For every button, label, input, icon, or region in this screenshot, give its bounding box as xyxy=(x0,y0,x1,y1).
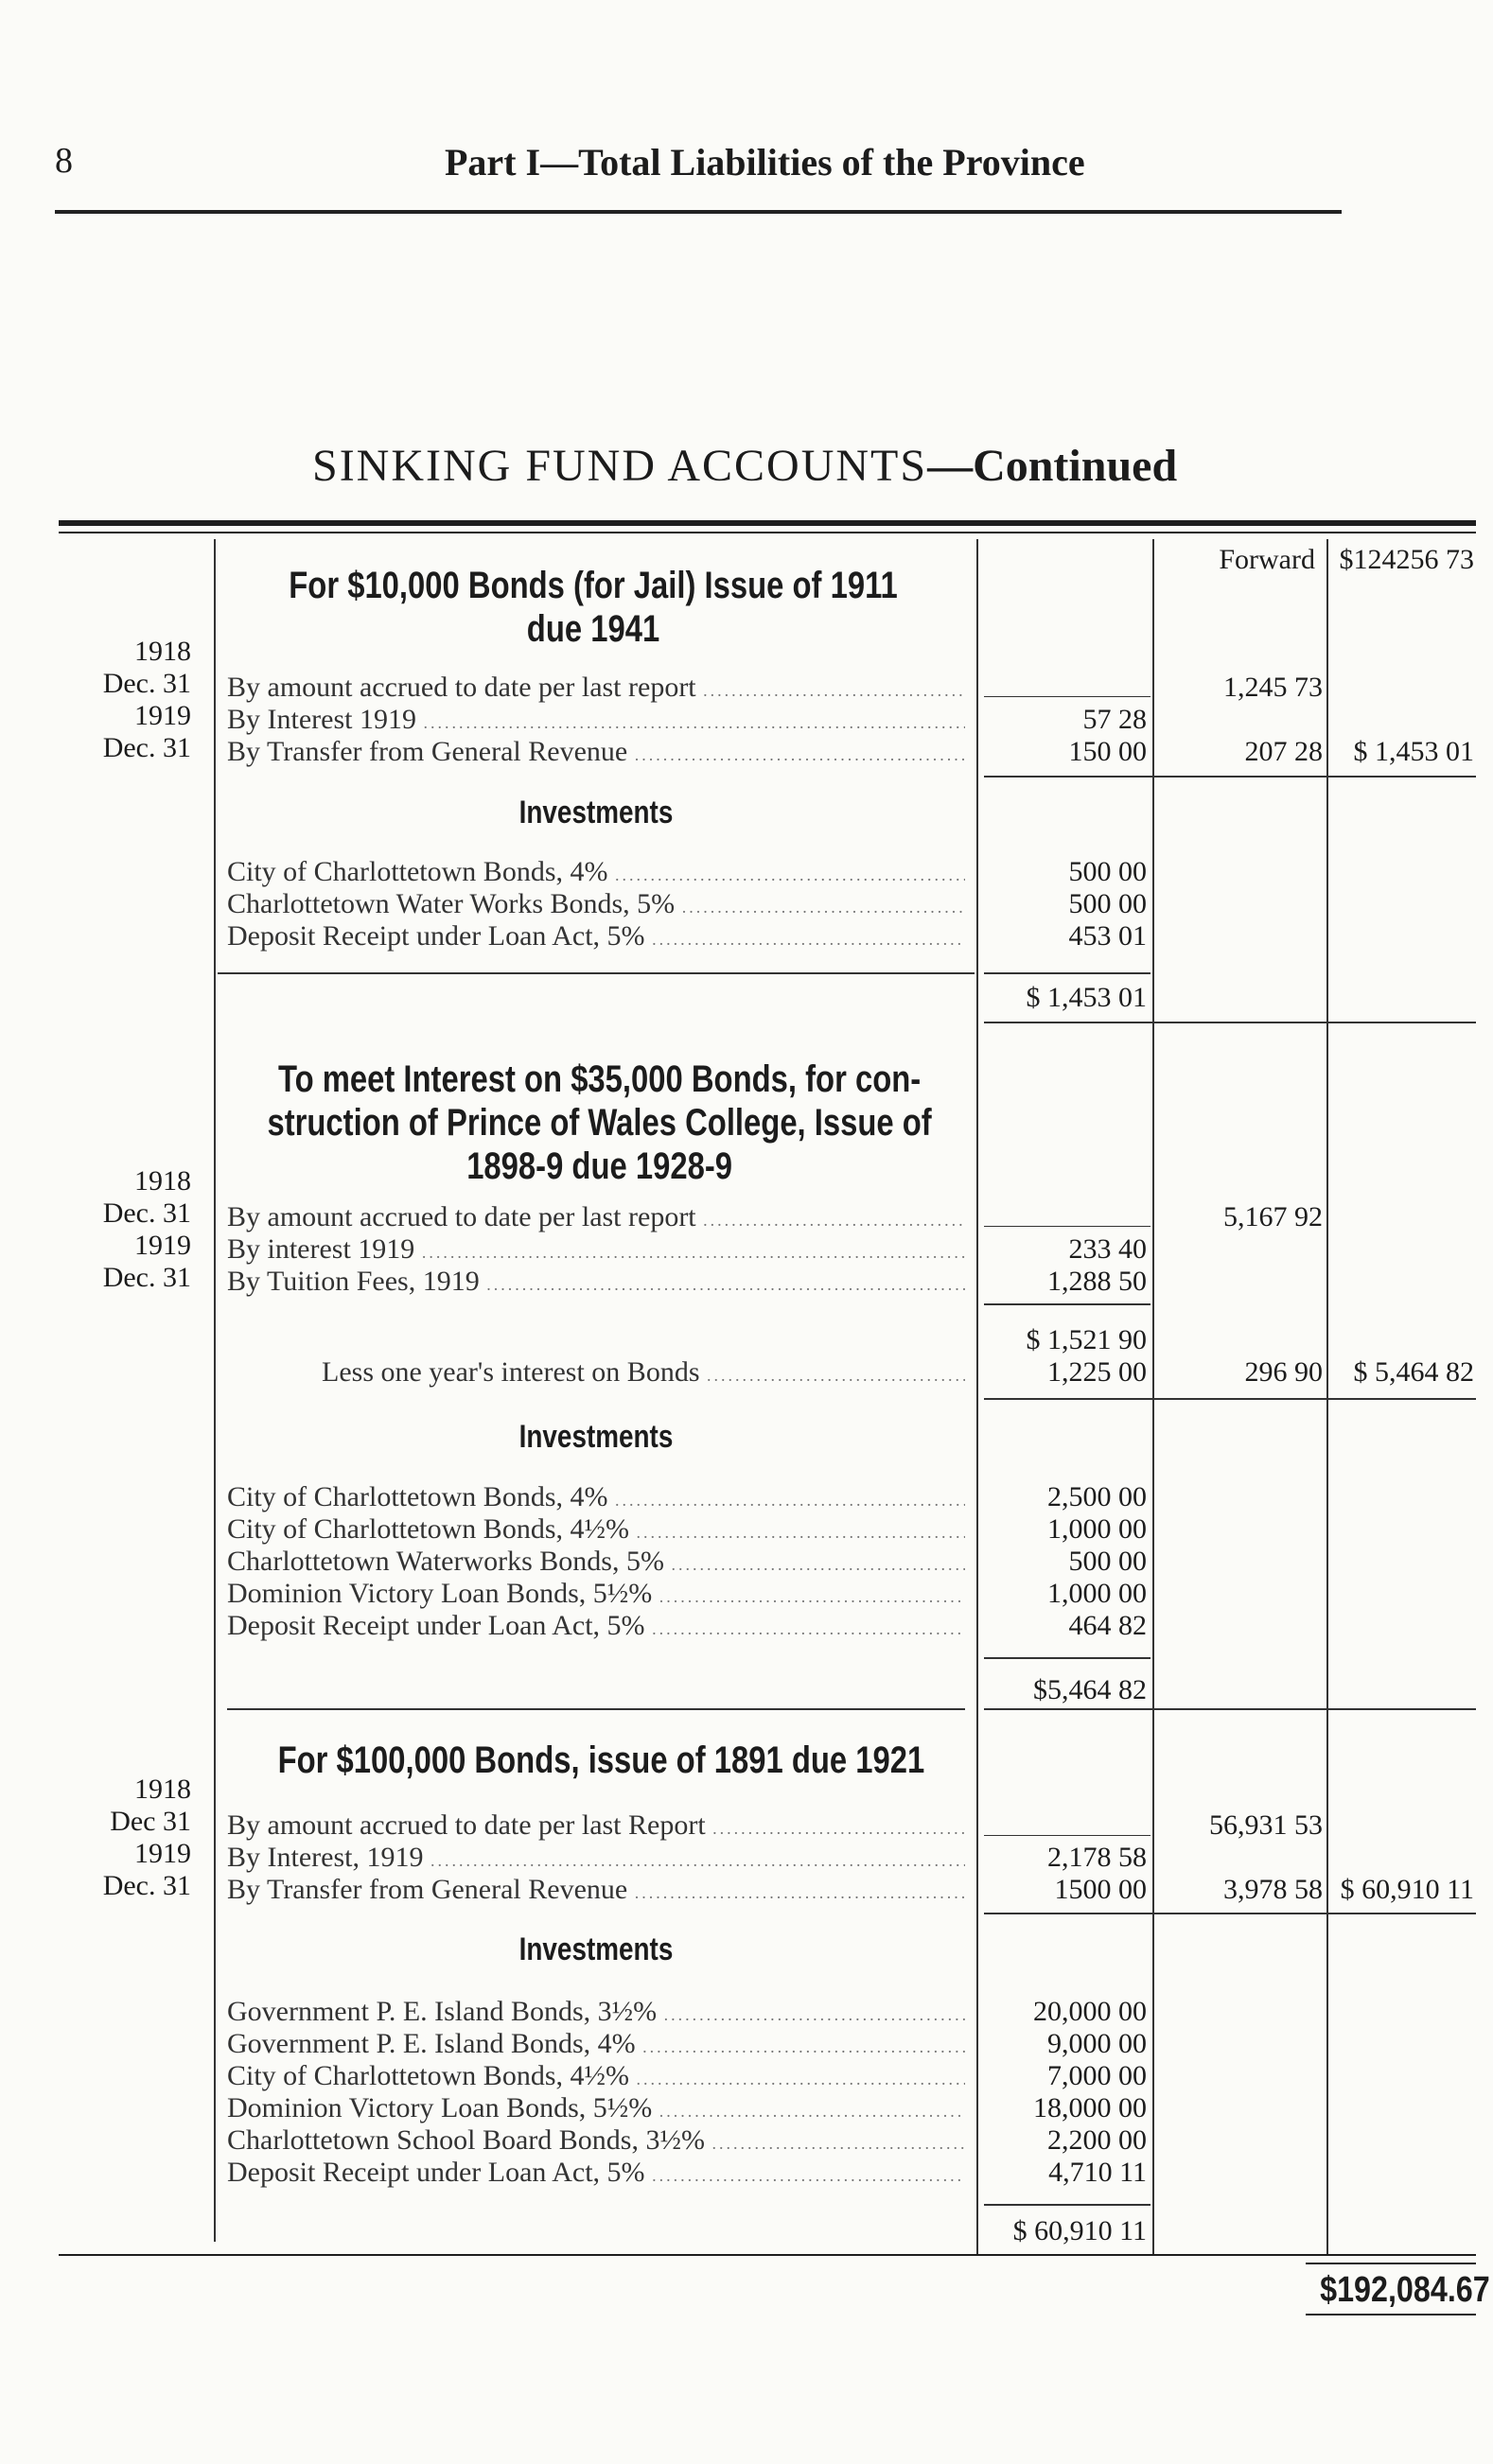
investment-label: Charlottetown School Board Bonds, 3½% ..... xyxy=(227,2124,965,2159)
investments-total-rule-col1 xyxy=(984,972,1150,974)
entry-label: By amount accrued to date per last report ..... xyxy=(227,672,965,707)
entry-col2: 56,931 53 xyxy=(1209,1809,1323,1841)
forward-amount: $124256 73 xyxy=(1339,544,1474,575)
investment-amount: 500 00 xyxy=(1068,856,1147,887)
investment-amount: 464 82 xyxy=(1068,1610,1147,1641)
section2-title xyxy=(227,1057,972,1188)
less-amount: 1,225 00 xyxy=(1047,1356,1147,1388)
entry-col1: 57 28 xyxy=(1082,704,1147,735)
entry-col2: 207 28 xyxy=(1244,736,1323,767)
investments-total-rule-col1 xyxy=(984,1657,1150,1659)
entry-label: By amount accrued to date per last report ..... xyxy=(227,1201,965,1236)
date: Dec. 31 xyxy=(102,732,191,763)
investment-label: Charlottetown Waterworks Bonds, 5% ..... xyxy=(227,1546,965,1581)
section1-title xyxy=(244,564,942,651)
date: Dec. 31 xyxy=(102,1197,191,1229)
investments-heading: Investments xyxy=(518,1931,674,1967)
investment-label: Deposit Receipt under Loan Act, 5% ..... xyxy=(227,1610,965,1645)
title-continued: —Continued xyxy=(927,441,1178,491)
section2-dates xyxy=(59,1165,191,1294)
investment-amount: 1,000 00 xyxy=(1047,1578,1147,1609)
column-divider-desc xyxy=(976,539,978,2256)
section2-title-line3: 1898-9 due 1928-9 xyxy=(466,1145,732,1187)
entry-label: By Transfer from General Revenue ..... xyxy=(227,736,965,771)
entry-col2: 1,245 73 xyxy=(1223,672,1323,703)
section1-investments-total: $ 1,453 01 xyxy=(1026,982,1147,1013)
entry-label: By amount accrued to date per last Report ..... xyxy=(227,1809,965,1844)
investment-amount: 7,000 00 xyxy=(1047,2060,1147,2091)
date: 1918 xyxy=(134,1165,191,1197)
section1-title-line2: due 1941 xyxy=(526,608,660,650)
section2-total: $ 5,464 82 xyxy=(1353,1356,1474,1388)
section2-subtotal: $ 1,521 90 xyxy=(1026,1324,1147,1355)
section2-title-line2: struction of Prince of Wales College, Issue of xyxy=(267,1102,932,1144)
investment-amount: 2,500 00 xyxy=(1047,1481,1147,1512)
table-bottom-rule xyxy=(59,2254,1476,2256)
investments-total-rule xyxy=(227,1708,965,1710)
investment-label: Deposit Receipt under Loan Act, 5% ..... xyxy=(227,920,965,955)
investments-heading: Investments xyxy=(518,795,674,830)
investment-label: City of Charlottetown Bonds, 4% ..... xyxy=(227,1481,965,1516)
entry-col1: 1500 00 xyxy=(1054,1874,1147,1905)
section3-total: $ 60,910 11 xyxy=(1340,1874,1474,1905)
table-top-rule-thin xyxy=(59,532,1476,533)
investment-label: Dominion Victory Loan Bonds, 5½% ..... xyxy=(227,2092,965,2127)
entry-label: By Tuition Fees, 1919 ..... xyxy=(227,1266,965,1301)
entry-col1: 2,178 58 xyxy=(1047,1842,1147,1873)
investments-total-rule xyxy=(218,972,975,974)
section3-investments-total: $ 60,910 11 xyxy=(1012,2215,1147,2246)
less-label: Less one year's interest on Bonds ..... xyxy=(227,1356,965,1391)
section-rule xyxy=(984,1913,1476,1914)
section1-title-line1: For $10,000 Bonds (for Jail) Issue of 1911 xyxy=(289,565,898,606)
entry-label: By Interest 1919 ..... xyxy=(227,704,965,739)
section-rule xyxy=(984,776,1476,778)
investment-amount: 9,000 00 xyxy=(1047,2028,1147,2059)
date: Dec. 31 xyxy=(102,1262,191,1293)
date: Dec. 31 xyxy=(102,1870,191,1901)
investment-label: Deposit Receipt under Loan Act, 5% ..... xyxy=(227,2157,965,2192)
entry-col2: 3,978 58 xyxy=(1223,1874,1323,1905)
section1-total: $ 1,453 01 xyxy=(1353,736,1474,767)
entry-col1: 233 40 xyxy=(1068,1233,1147,1265)
running-title: Part I—Total Liabilities of the Province xyxy=(445,141,1085,183)
date: 1918 xyxy=(134,636,191,667)
forward-label: Forward xyxy=(1219,544,1315,575)
subtotal-rule xyxy=(984,1226,1150,1227)
page-number: 8 xyxy=(55,141,73,181)
date: Dec 31 xyxy=(110,1806,191,1837)
header-rule xyxy=(55,210,1342,214)
section3-title-line1: For $100,000 Bonds, issue of 1891 due 1921 xyxy=(277,1739,925,1781)
subtotal-rule xyxy=(984,696,1150,697)
page-title xyxy=(312,440,1177,492)
less-col2: 296 90 xyxy=(1244,1356,1323,1388)
investment-label: City of Charlottetown Bonds, 4½% ..... xyxy=(227,2060,965,2095)
investment-label: Government P. E. Island Bonds, 4% ..... xyxy=(227,2028,965,2063)
investment-amount: 1,000 00 xyxy=(1047,1513,1147,1545)
investments-total-rule-col1 xyxy=(984,2204,1150,2206)
investments-heading: Investments xyxy=(518,1419,674,1455)
investment-amount: 500 00 xyxy=(1068,888,1147,919)
entry-label: By Transfer from General Revenue ..... xyxy=(227,1874,965,1909)
investment-label: Charlottetown Water Works Bonds, 5% ..... xyxy=(227,888,965,923)
investment-label: City of Charlottetown Bonds, 4% ..... xyxy=(227,856,965,891)
title-main: SINKING FUND ACCOUNTS xyxy=(312,441,928,491)
section3-dates xyxy=(59,1774,191,1902)
entry-label: By interest 1919 ..... xyxy=(227,1233,965,1268)
investment-label: Government P. E. Island Bonds, 3½% ..... xyxy=(227,1996,965,2031)
entry-label: By Interest, 1919 ..... xyxy=(227,1842,965,1877)
section-rule xyxy=(984,1398,1476,1400)
entry-col2: 5,167 92 xyxy=(1223,1201,1323,1232)
section1-dates xyxy=(59,636,191,764)
grand-total-underline xyxy=(1306,2314,1476,2315)
investment-amount: 453 01 xyxy=(1068,920,1147,952)
date: 1918 xyxy=(134,1774,191,1805)
entry-col1: 150 00 xyxy=(1068,736,1147,767)
column-divider-dates xyxy=(214,539,216,2242)
grand-total: $192,084.67 xyxy=(1320,2270,1490,2310)
investment-amount: 2,200 00 xyxy=(1047,2124,1147,2156)
section-end-rule xyxy=(984,1022,1476,1023)
subtotal-rule xyxy=(984,1303,1150,1305)
table-top-rule xyxy=(59,520,1476,526)
investment-label: City of Charlottetown Bonds, 4½% ..... xyxy=(227,1513,965,1548)
section2-title-line1: To meet Interest on $35,000 Bonds, for con- xyxy=(277,1058,922,1100)
date: Dec. 31 xyxy=(102,668,191,699)
date: 1919 xyxy=(134,1838,191,1869)
section3-title xyxy=(237,1739,966,1782)
entry-col1: 1,288 50 xyxy=(1047,1266,1147,1297)
subtotal-rule xyxy=(984,1835,1150,1836)
date: 1919 xyxy=(134,1230,191,1261)
grand-total-rule xyxy=(1306,2263,1476,2264)
investment-amount: 500 00 xyxy=(1068,1546,1147,1577)
investment-label: Dominion Victory Loan Bonds, 5½% ..... xyxy=(227,1578,965,1613)
section-end-rule xyxy=(984,1708,1476,1710)
date: 1919 xyxy=(134,700,191,731)
investment-amount: 20,000 00 xyxy=(1033,1996,1147,2027)
section2-investments-total: $5,464 82 xyxy=(1033,1674,1147,1705)
investment-amount: 4,710 11 xyxy=(1048,2157,1147,2188)
investment-amount: 18,000 00 xyxy=(1033,2092,1147,2123)
